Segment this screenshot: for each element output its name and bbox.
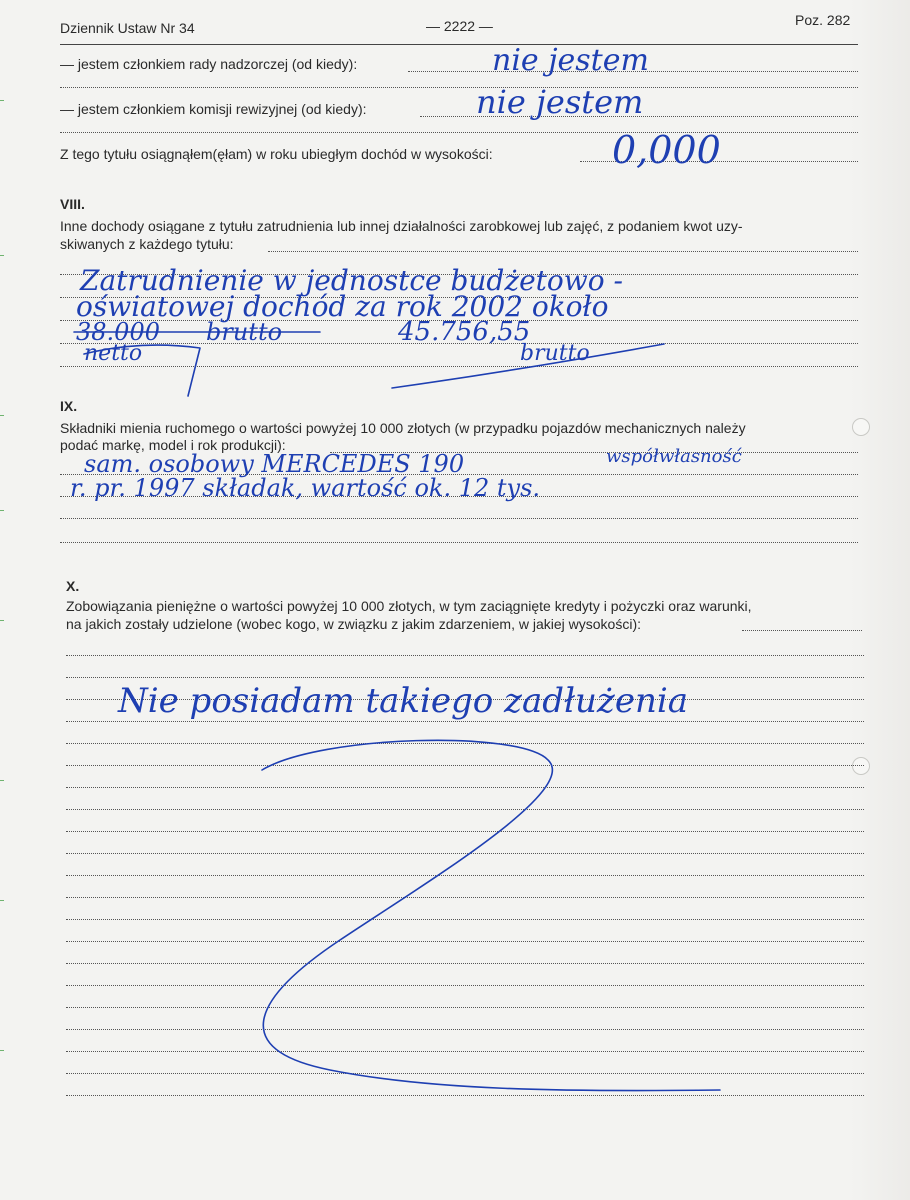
- edge-mark: [0, 620, 4, 621]
- section-ix-heading: IX.: [60, 398, 78, 414]
- section-viii-field[interactable]: [268, 251, 858, 252]
- dotted-line: [66, 721, 864, 722]
- dotted-line: [60, 518, 858, 519]
- dotted-line: [66, 743, 864, 744]
- section-viii-text-1: Inne dochody osiągane z tytułu zatrudnienia lub innej działalności zarobkowej lub zajęć, z podaniem kwot uzy-: [60, 218, 743, 234]
- handwritten-ix-line-2: r. pr. 1997 składak, wartość ok. 12 tys.: [70, 474, 541, 502]
- dotted-line: [66, 853, 864, 854]
- handwritten-viii-line-2: oświatowej dochód za rok 2002 około: [76, 290, 609, 323]
- section-x-text-2: na jakich zostały udzielone (wobec kogo, w związku z jakim zdarzeniem, w jakiej wysokości):: [66, 616, 642, 632]
- audit-committee-label: — jestem członkiem komisji rewizyjnej (od kiedy):: [60, 101, 367, 117]
- handwritten-viii-crossed-brutto: brutto: [206, 318, 283, 346]
- edge-mark: [0, 1050, 4, 1051]
- dotted-line: [66, 1095, 864, 1096]
- handwritten-ix-co-ownership: współwłasność: [606, 446, 742, 467]
- header-rule: [60, 44, 858, 45]
- income-label: Z tego tytułu osiągnąłem(ęłam) w roku ubiegłym dochód w wysokości:: [60, 146, 493, 162]
- dotted-line: [66, 919, 864, 920]
- handwritten-audit-committee: nie jestem: [476, 83, 644, 121]
- section-x-heading: X.: [66, 578, 80, 594]
- handwritten-viii-amount: 45.756,55: [398, 317, 531, 347]
- edge-mark: [0, 100, 4, 101]
- dotted-line: [60, 87, 858, 88]
- handwritten-supervisory-board: nie jestem: [492, 43, 649, 78]
- dotted-line: [66, 897, 864, 898]
- handwritten-viii-line-1: Zatrudnienie w jednostce budżetowo -: [80, 264, 623, 297]
- handwritten-viii-netto: netto: [84, 341, 143, 366]
- dotted-line: [66, 963, 864, 964]
- edge-mark: [0, 780, 4, 781]
- section-viii-text-2: skiwanych z każdego tytułu:: [60, 236, 234, 252]
- dotted-line: [60, 366, 858, 367]
- bleed-through-margin: [850, 0, 910, 1200]
- edge-mark: [0, 415, 4, 416]
- punch-hole: [852, 757, 870, 775]
- dotted-line: [66, 875, 864, 876]
- punch-hole: [852, 418, 870, 436]
- dotted-line: [66, 655, 864, 656]
- dotted-line: [66, 1051, 864, 1052]
- dotted-line: [60, 542, 858, 543]
- dotted-line: [66, 831, 864, 832]
- supervisory-board-label: — jestem członkiem rady nadzorczej (od kiedy):: [60, 56, 358, 72]
- dotted-line: [66, 787, 864, 788]
- journal-name: Dziennik Ustaw Nr 34: [60, 20, 195, 36]
- handwritten-viii-brutto: brutto: [520, 341, 590, 366]
- dotted-line: [66, 677, 864, 678]
- handwritten-x-line-1: Nie posiadam takiego zadłużenia: [118, 681, 688, 721]
- edge-mark: [0, 510, 4, 511]
- edge-mark: [0, 900, 4, 901]
- dotted-line: [66, 1029, 864, 1030]
- edge-mark: [0, 255, 4, 256]
- section-ix-text-2: podać markę, model i rok produkcji):: [60, 437, 286, 453]
- dotted-line: [60, 132, 858, 133]
- dotted-line: [66, 809, 864, 810]
- page-number: — 2222 —: [426, 18, 493, 34]
- section-x-text-1: Zobowiązania pieniężne o wartości powyżej 10 000 złotych, w tym zaciągnięte kredyty i pożyczki oraz warunki,: [66, 598, 752, 614]
- section-x-field[interactable]: [742, 630, 862, 631]
- dotted-line: [66, 1007, 864, 1008]
- dotted-line: [66, 765, 864, 766]
- handwritten-income: 0,000: [612, 128, 721, 172]
- handwritten-ix-line-1: sam. osobowy MERCEDES 190: [84, 450, 465, 478]
- handwritten-viii-crossed-amount: 38.000: [76, 318, 160, 346]
- dotted-line: [66, 985, 864, 986]
- section-viii-heading: VIII.: [60, 196, 85, 212]
- section-ix-text-1: Składniki mienia ruchomego o wartości powyżej 10 000 złotych (w przypadku pojazdów mechanicznych należy: [60, 420, 746, 436]
- dotted-line: [66, 1073, 864, 1074]
- position-number: Poz. 282: [795, 12, 851, 28]
- dotted-line: [66, 941, 864, 942]
